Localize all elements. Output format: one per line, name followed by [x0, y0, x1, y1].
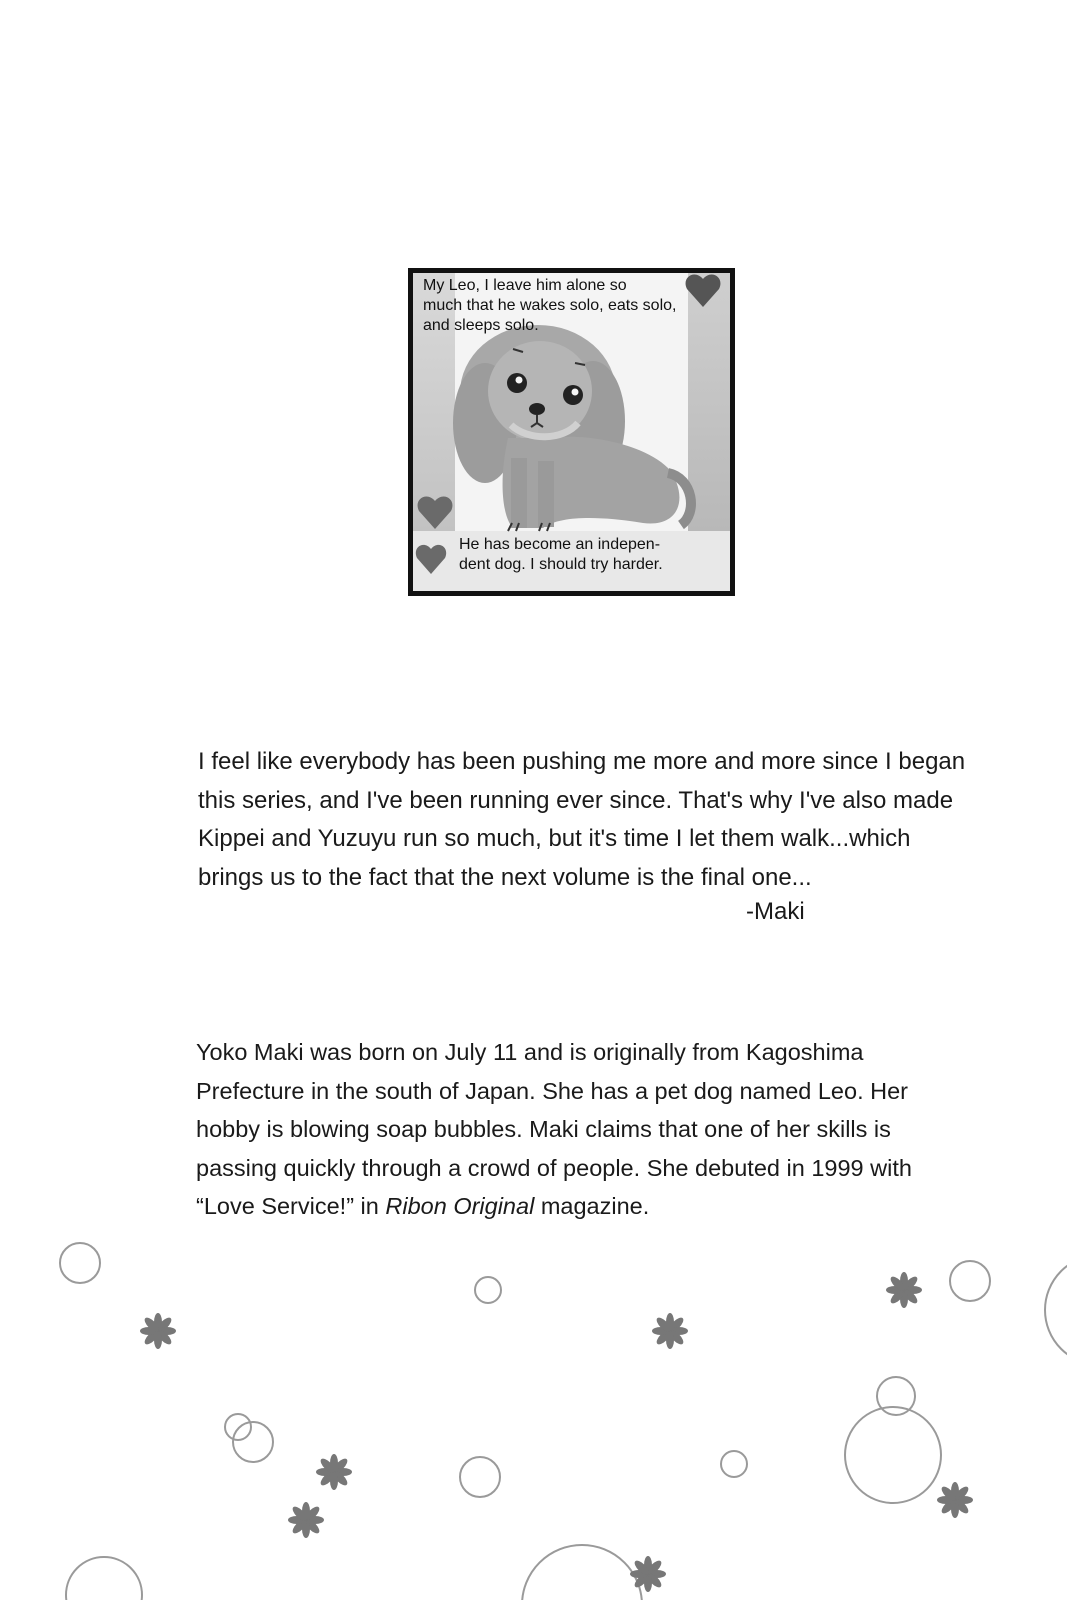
flower-icon [886, 1272, 922, 1308]
magazine-name: Ribon Original [385, 1193, 535, 1219]
flower-icon [140, 1313, 176, 1349]
bubble [475, 1277, 501, 1303]
bubble [60, 1243, 100, 1283]
bubble [233, 1422, 273, 1462]
author-bio-text: Yoko Maki was born on July 11 and is originally from Kagoshima Prefecture in the south of Japan. She has a pet dog named Leo. Her hobby is blowing soap bubbles. Maki claims that one of her skills is passing quickly through a crowd of people. She debuted in 1999 with “Love Service!” in [196, 1039, 912, 1219]
bubble [66, 1557, 142, 1600]
author-note [198, 743, 968, 897]
bubble [460, 1457, 500, 1497]
flower-icon [937, 1482, 973, 1518]
flower-icon [316, 1454, 352, 1490]
author-note-text: I feel like everybody has been pushing me more and more since I began this series, and I've been running ever since. That's why I've also made Kippei and Yuzuyu run so much, but it's time I let them walk...which brings us to the fact that the next volume is the final one... [198, 748, 966, 891]
bubble [721, 1451, 747, 1477]
flower-icon [288, 1502, 324, 1538]
heart-icon [418, 496, 453, 529]
bubble [1045, 1255, 1067, 1365]
bubble [845, 1407, 941, 1503]
bubble [877, 1377, 915, 1415]
author-signature: -Maki [746, 898, 805, 925]
panel-caption-top: My Leo, I leave him alone so much that he wakes solo, eats solo, and sleeps solo. [423, 277, 677, 334]
bubble [950, 1261, 990, 1301]
panel-caption-bottom: He has become an indepen- dent dog. I should try harder. [459, 536, 663, 573]
bubble [225, 1414, 251, 1440]
leo-illustration-panel [408, 268, 735, 596]
bubble [522, 1545, 642, 1600]
heart-icon [416, 545, 446, 574]
author-bio-text-end: magazine. [534, 1193, 650, 1219]
author-bio [196, 1033, 976, 1226]
flower-icon [630, 1556, 666, 1592]
flower-icon [652, 1313, 688, 1349]
